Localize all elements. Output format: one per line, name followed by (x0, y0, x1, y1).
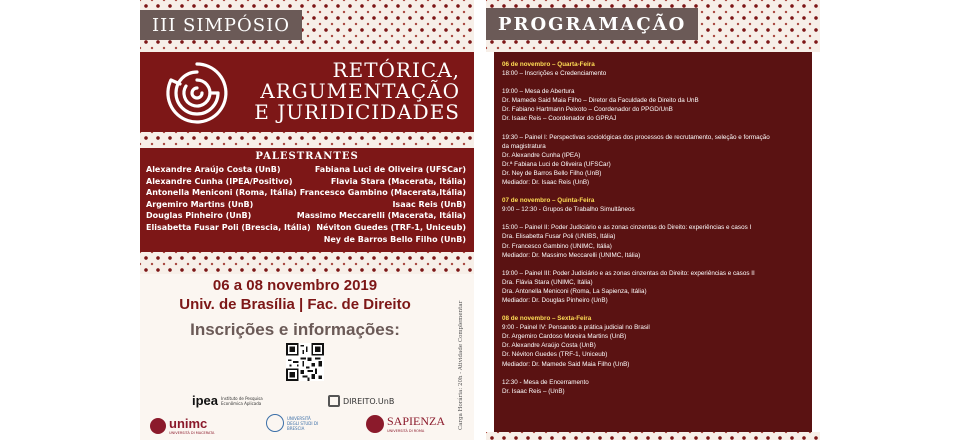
program-spacer (502, 214, 804, 223)
workload-note: Carga Horária: 20h - Atividade Complementar (458, 300, 464, 430)
program-entry: Mediador: Dr. Isaac Reis (UnB) (502, 179, 590, 187)
symposium-poster (140, 0, 474, 440)
decorative-pattern (140, 132, 474, 148)
program-entry: 19:00 – Mesa de Abertura (502, 88, 575, 96)
speaker-name: Ney de Barros Bello Filho (UnB) (323, 234, 466, 244)
program-entry: Dra. Antonella Meniconi (Roma, La Sapienza, Itália) (502, 287, 647, 295)
program-title: PROGRAMAÇÃO (486, 8, 698, 40)
program-entry: Dr. Ney de Barros Bello Filho (UnB) (502, 169, 602, 177)
sapienza-subtitle: UNIVERSITÀ DI ROMA (387, 429, 425, 433)
program-spacer (502, 369, 804, 378)
brescia-wordmark: UNIVERSITÀ DEGLI STUDI DI BRESCIA (287, 415, 319, 431)
program-entry: Mediador: Dr. Douglas Pinheiro (UnB) (502, 296, 608, 304)
speaker-name: Massimo Meccarelli (Macerata, Itália) (296, 211, 466, 221)
program-entry: Dra. Elisabetta Fusar Poli (UNIBS, Itália) (502, 233, 616, 241)
event-title-line: RETÓRICA, (332, 58, 460, 82)
program-entry: Mediador: Dr. Mamede Said Maia Filho (UnB) (502, 360, 630, 368)
direito-mark-icon (328, 395, 340, 407)
labyrinth-logo-icon (162, 58, 232, 128)
speakers-heading: PALESTRANTES (255, 151, 359, 162)
registration-heading: Inscrições e informações: (190, 320, 400, 339)
unimc-wordmark: unimc (169, 416, 208, 431)
speaker-name: Douglas Pinheiro (UnB) (146, 211, 252, 221)
program-entry: da magistratura (502, 142, 546, 150)
program-entry: 15:00 – Painel II: Poder Judiciário e as zonas cinzentas do Direito: experiências e casos I (502, 224, 752, 232)
sapienza-seal-icon (366, 415, 384, 433)
qr-code-icon[interactable] (286, 343, 324, 381)
program-spacer (502, 260, 804, 269)
program-spacer (502, 124, 804, 133)
program-entry: 19:00 – Painel III: Poder Judiciário e as zonas cinzentas do Direito: experiências e casos II (502, 269, 755, 277)
unimc-subtitle: UNIVERSITÀ DI MACERATA (169, 431, 215, 435)
program-entry: Dr.ª Fabiana Luci de Oliveira (UFSCar) (502, 160, 611, 168)
unimc-seal-icon (150, 418, 166, 434)
program-spacer (502, 187, 804, 196)
program-entry: Dr. Mamede Said Maia Filho – Diretor da Faculdade de Direito da UnB (502, 97, 699, 105)
program-entry: 19:30 – Painel I: Perspectivas sociológicas dos processos de recrutamento, seleção e formação (502, 133, 770, 141)
speaker-name: Néviton Guedes (TRF-1, Uniceub) (316, 222, 466, 232)
sapienza-logo (366, 414, 445, 433)
program-entry: 18:00 – Inscrições e Credenciamento (502, 70, 607, 78)
ipea-logo (192, 393, 265, 408)
program-entry: Dr. Alexandre Cunha (IPEA) (502, 151, 581, 159)
speaker-name: Alexandre Cunha (IPEA/Positivo) (146, 176, 293, 186)
sapienza-wordmark: SAPIENZA (387, 414, 446, 428)
program-list (502, 60, 804, 396)
program-day-heading: 08 de novembro – Sexta-Feira (502, 315, 592, 323)
speaker-name: Antonella Meniconi (Roma, Itália) (146, 188, 297, 198)
speaker-name: Argemiro Martins (UnB) (146, 199, 254, 209)
program-entry: Dr. Argemiro Cardoso Moreira Martins (UnB) (502, 333, 627, 341)
event-dates: 06 a 08 novembro 2019 (212, 277, 378, 294)
speaker-name: Alexandre Araújo Costa (UnB) (146, 165, 281, 174)
speakers-list-left (146, 164, 311, 234)
program-entry: 12:30 - Mesa de Encerramento (502, 378, 589, 386)
direito-unb-logo (328, 395, 394, 407)
event-venue: Univ. de Brasília | Fac. de Direito (179, 296, 411, 313)
program-poster (486, 0, 820, 440)
program-entry: Dr. Néviton Guedes (TRF-1, Uniceub) (502, 351, 608, 359)
speakers-panel (140, 148, 474, 252)
speaker-name: Fabiana Luci de Oliveira (UFSCar) (314, 165, 466, 174)
brescia-seal-icon (266, 414, 284, 432)
ipea-subtitle: Instituto de Pesquisa Econômica Aplicada (221, 395, 263, 406)
ipea-wordmark: ipea (192, 393, 219, 408)
speaker-name: Isaac Reis (UnB) (392, 199, 466, 209)
program-entry: 9:00 – 12:30 - Grupos de Trabalho Simultâneos (502, 206, 635, 214)
program-entry: Dra. Flávia Stara (UNIMC, Itália) (502, 278, 593, 286)
program-entry: Dr. Isaac Reis – (UnB) (502, 387, 565, 395)
speaker-name: Elisabetta Fusar Poli (Brescia, Itália) (146, 222, 311, 232)
program-entry: Dr. Alexandre Araújo Costa (UnB) (502, 342, 596, 350)
program-entry: Dr. Isaac Reis – Coordenador do GPRAJ (502, 115, 617, 123)
program-spacer (502, 305, 804, 314)
event-title-line: ARGUMENTAÇÃO (260, 79, 460, 103)
program-entry: Mediador: Dr. Massimo Meccarelli (UNIMC, Itália) (502, 251, 641, 259)
symposium-label: III SIMPÓSIO (140, 10, 302, 40)
event-title (240, 60, 460, 123)
speaker-name: Flavia Stara (Macerata, Itália) (330, 176, 466, 186)
decorative-pattern (486, 432, 820, 440)
program-entry: 9:00 - Painel IV: Pensando a prática judicial no Brasil (502, 324, 650, 332)
program-entry: Dr. Francesco Gambino (UNIMC, Itália) (502, 242, 612, 250)
program-day-heading: 06 de novembro – Quarta-Feira (502, 61, 595, 68)
unimc-logo (150, 416, 214, 435)
direito-wordmark: DIREITO.UnB (343, 396, 395, 406)
speaker-name: Francesco Gambino (Macerata,Itália) (299, 188, 466, 198)
program-day-heading: 07 de novembro – Quinta-Feira (502, 197, 595, 205)
brescia-logo (266, 414, 323, 432)
program-entry: Dr. Fabiano Hartmann Peixoto – Coordenador do PPGD/UnB (502, 106, 673, 114)
program-panel (494, 52, 812, 432)
decorative-pattern (140, 252, 474, 274)
program-spacer (502, 78, 804, 87)
event-title-line: E JURIDICIDADES (254, 100, 460, 124)
speakers-list-right (297, 164, 466, 245)
